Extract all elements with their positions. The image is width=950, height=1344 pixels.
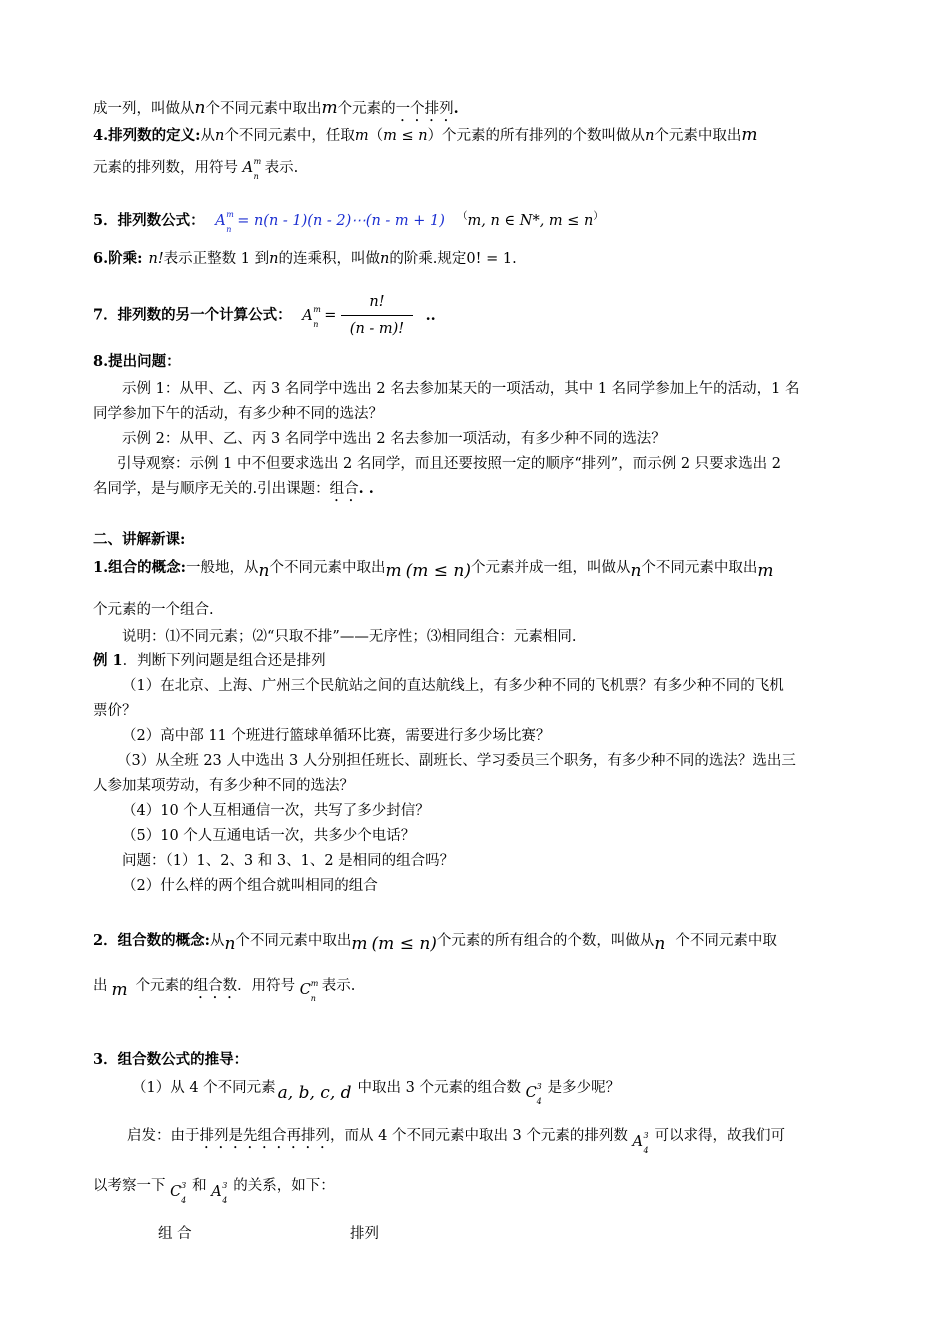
paragraph-line: （4）10 个人互相通信一次，共写了多少封信？ [122, 803, 430, 819]
symbol-sub: n [310, 994, 316, 1003]
math-var: n [215, 128, 225, 144]
paragraph-line: 票价？ [93, 703, 137, 719]
paragraph-line: （2）什么样的两个组合就叫相同的组合 [122, 878, 378, 894]
section-heading: 4.排列数的定义: [93, 127, 201, 144]
fraction-numerator: n! [341, 291, 413, 316]
paragraph-line: 引导观察：示例 1 中不但要求选出 2 名同学，而且还要按照一定的顺序“排列”，而示例 2 只要求选出 2 [117, 456, 781, 472]
text: （ [368, 128, 384, 144]
math-expression: (m ≤ n) [405, 561, 471, 581]
text: 表示. [264, 160, 299, 176]
text-line [93, 651, 326, 671]
text: 是多少呢？ [547, 1080, 621, 1096]
math-var: m [741, 125, 758, 145]
math-var: m [111, 980, 128, 1000]
math-var: n [258, 561, 270, 581]
text: 中取出 3 个元素的组合数 [357, 1080, 521, 1096]
math-var: m [757, 561, 774, 581]
example-label: 例 1 [93, 652, 123, 669]
text-line [93, 930, 777, 954]
combination-symbol [525, 1082, 548, 1106]
text: ，而从 4 个不同元素中取出 3 个元素的排列数 [330, 1128, 628, 1144]
symbol-letter: A [215, 213, 226, 229]
text-line [93, 125, 758, 146]
paragraph-line: 示例 1：从甲、乙、丙 3 名同学中选出 2 名去参加某天的一项活动，其中 1 名同学参加上午的活动，1 名 [122, 381, 800, 397]
math-var: n [379, 251, 390, 267]
math-var: m [321, 98, 338, 118]
text: （ [457, 211, 468, 222]
text: 从 [209, 933, 225, 949]
text-line [93, 211, 603, 233]
math-var: n [224, 934, 236, 954]
text: 成一列，叫做从 [93, 101, 195, 117]
text: 个不同元素中取出 [235, 933, 352, 949]
emphasized-term: 排列是先组合再排列 [199, 1128, 330, 1144]
paragraph-line: 个元素的一个组合. [93, 602, 214, 618]
symbol-sub: n [253, 172, 259, 181]
text: 个不同元素中取 [675, 933, 777, 949]
column-label-combination: 组 合 [158, 1226, 192, 1242]
paragraph-line: （1）在北京、上海、广州三个民航站之间的直达航线上，有多少种不同的飞机票？有多少种不同的飞机 [122, 678, 784, 694]
math-var: m [354, 128, 369, 144]
math-operator: = [324, 307, 337, 324]
emphasized-term: 组合 [329, 481, 359, 497]
symbol-sup: 3 [222, 1181, 228, 1190]
text: . . [358, 480, 374, 497]
paragraph-line: （5）10 个人互通电话一次，共多少个电话？ [122, 828, 416, 844]
symbol-sub: 4 [222, 1196, 228, 1205]
permutation-symbol [632, 1131, 655, 1155]
text: 可以求得，故我们可 [654, 1128, 785, 1144]
symbol-sup: 3 [643, 1131, 649, 1140]
symbol-sup: m [226, 210, 234, 219]
text: 的阶乘.规定 [389, 251, 467, 267]
symbol-sub: 4 [643, 1146, 649, 1155]
symbol-sub: n [226, 225, 232, 234]
text-line [132, 1077, 621, 1106]
permutation-symbol [211, 1181, 233, 1205]
fraction [341, 291, 413, 340]
math-var: m [351, 934, 368, 954]
combination-symbol [299, 979, 322, 1003]
section-heading: 6.阶乘: [93, 250, 143, 267]
text: . [453, 100, 459, 117]
math-expression: n! [148, 251, 164, 267]
text: 一般地，从 [186, 560, 259, 576]
text: 个元素的 [337, 101, 396, 117]
emphasized-term: 一个排列 [395, 101, 454, 117]
text: 个元素并成一组，叫做从 [470, 560, 631, 576]
symbol-sub: 4 [536, 1097, 542, 1106]
section-heading: 二、讲解新课: [93, 531, 186, 548]
symbol-sub: 4 [181, 1196, 187, 1205]
text: 名同学，是与顺序无关的.引出课题： [93, 481, 330, 497]
text-line [93, 291, 436, 340]
column-label-permutation: 排列 [350, 1226, 379, 1242]
text: 个不同元素中，任取 [224, 128, 355, 144]
text: ．判断下列问题是组合还是排列 [122, 653, 326, 669]
paragraph-line: 示例 2：从甲、乙、丙 3 名同学中选出 2 名去参加一项活动，有多少种不同的选法？ [122, 431, 666, 447]
text-line [93, 975, 355, 1002]
symbol-letter: A [242, 160, 254, 176]
text-line [93, 249, 517, 269]
symbol-sup: m [310, 979, 319, 988]
permutation-symbol [302, 305, 324, 327]
text: 启发：由于 [127, 1128, 200, 1144]
fraction-denominator: (n - m)! [349, 321, 405, 337]
text-line [93, 157, 299, 181]
text: 和 [192, 1178, 207, 1194]
text: 的关系，如下： [233, 1178, 335, 1194]
text: 个元素的 [135, 978, 194, 994]
symbol-sup: 3 [536, 1082, 542, 1091]
math-var: n [194, 98, 206, 118]
text: ．用符号 [237, 978, 296, 994]
text: 表示. [321, 978, 356, 994]
permutation-symbol [242, 157, 265, 181]
text: 出 [93, 978, 108, 994]
emphasized-term: 组合数 [193, 978, 238, 994]
paragraph-line: （2）高中部 11 个班进行篮球单循环比赛，需要进行多少场比赛？ [122, 728, 551, 744]
text: 个元素中取出 [654, 128, 742, 144]
paragraph-line: 说明：⑴不同元素；⑵“只取不排”——无序性；⑶相同组合：元素相同. [122, 629, 577, 645]
text: ）个元素的所有排列的个数叫做从 [427, 128, 646, 144]
symbol-sub: n [313, 319, 319, 329]
math-var: m [385, 561, 402, 581]
symbol-sup: 3 [181, 1181, 187, 1190]
text-line [127, 1126, 785, 1155]
math-expression: (m ≤ n) [371, 934, 437, 954]
symbol-letter: A [302, 307, 313, 324]
paragraph-line: 人参加某项劳动，有多少种不同的选法？ [93, 778, 354, 794]
text: ） [593, 211, 604, 222]
section-heading: 2．组合数的概念: [93, 932, 210, 949]
section-heading: 8.提出问题： [93, 353, 181, 370]
paragraph-line: 同学参加下午的活动，有多少种不同的选法？ [93, 406, 383, 422]
text-line [93, 1176, 335, 1205]
text: 的连乘积，叫做 [278, 251, 380, 267]
symbol-sup: m [313, 304, 321, 314]
section-heading: 3．组合数公式的推导： [93, 1051, 249, 1068]
text: 个不同元素中取出 [641, 560, 758, 576]
math-var: n [269, 251, 279, 267]
math-expression: 0! = 1 [466, 251, 513, 267]
text: 表示正整数 1 到 [163, 251, 270, 267]
section-heading: 5．排列数公式： [93, 212, 205, 229]
text-line [93, 352, 181, 372]
math-expression: m ≤ n [383, 128, 428, 144]
text: 个元素的所有组合的个数，叫做从 [436, 933, 655, 949]
math-expression: m, n ∈ N*, m ≤ n [467, 213, 594, 229]
paragraph-line: 问题：（1）1、2、3 和 3、1、2 是相同的组合吗？ [122, 853, 455, 869]
section-heading: 1.组合的概念: [93, 559, 186, 576]
symbol-letter: C [170, 1184, 182, 1200]
symbol-sup: m [253, 157, 262, 166]
symbol-letter: A [632, 1134, 643, 1150]
section-heading: 7．排列数的另一个计算公式： [93, 306, 292, 324]
text: 个不同元素中取出 [269, 560, 386, 576]
math-expression: a, b, c, d [277, 1083, 352, 1103]
text: 个不同元素中取出 [205, 101, 322, 117]
combination-symbol [170, 1181, 192, 1205]
math-var: n [654, 934, 666, 954]
text-line [93, 557, 774, 581]
permutation-symbol [215, 210, 237, 234]
paragraph-line: （3）从全班 23 人中选出 3 人分别担任班长、副班长、学习委员三个职务，有多少种不同的选法？选出三 [117, 753, 796, 769]
text: （1）从 4 个不同元素 [132, 1080, 276, 1096]
symbol-letter: C [299, 982, 311, 998]
symbol-letter: A [211, 1184, 222, 1200]
text: 从 [200, 128, 215, 144]
text: . [512, 251, 517, 267]
math-formula: = n(n - 1)(n - 2)⋯(n - m + 1) [237, 213, 445, 229]
symbol-letter: C [525, 1085, 537, 1101]
text: .. [425, 306, 436, 324]
text-line [93, 98, 459, 125]
math-var: n [645, 128, 655, 144]
text: 元素的排列数，用符号 [93, 160, 238, 176]
math-var: n [630, 561, 642, 581]
text: 以考察一下 [93, 1178, 166, 1194]
text-line [93, 479, 374, 505]
